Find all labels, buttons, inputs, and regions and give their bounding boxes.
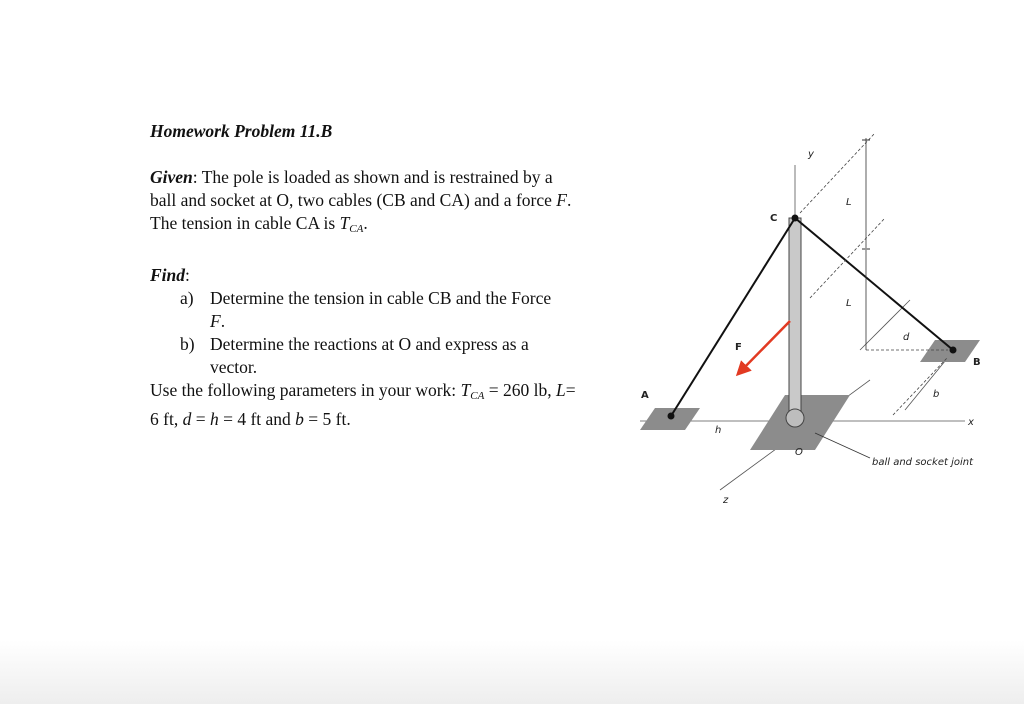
find-label: Find <box>150 265 186 285</box>
label-L-bottom: L <box>846 298 852 309</box>
dash-mid <box>810 218 885 298</box>
params-tension-var: T <box>460 380 471 400</box>
point-C <box>792 215 799 222</box>
label-d: d <box>903 332 910 343</box>
ball-socket-joint <box>786 409 804 427</box>
dash-b <box>893 357 948 415</box>
point-B <box>950 347 957 354</box>
params-b-var: b <box>295 409 304 429</box>
label-A: A <box>641 390 649 401</box>
problem-title: Homework Problem 11.B <box>150 121 333 141</box>
b-guide <box>905 355 950 410</box>
params-text: = 4 ft and <box>218 409 296 429</box>
label-ball-socket: ball and socket joint <box>872 457 974 468</box>
label-O: O <box>795 447 803 458</box>
given-text-2: . The tension in cable CA is <box>150 190 572 233</box>
given-end: . <box>363 213 368 233</box>
given-tension-sub: CA <box>349 223 364 235</box>
label-C: C <box>770 213 778 224</box>
find-item-end: . <box>220 311 226 331</box>
label-L-top: L <box>846 197 852 208</box>
label-F: F <box>735 342 742 353</box>
cable-CA <box>671 218 795 416</box>
label-h: h <box>715 425 722 436</box>
label-x: x <box>968 417 974 428</box>
force-F-arrow <box>738 321 790 374</box>
find-item-marker: a) <box>180 288 194 308</box>
find-item-text: Determine the tension in cable CB and the Force <box>210 288 552 308</box>
params-d-var: d <box>182 409 192 429</box>
cable-CB <box>795 218 953 350</box>
params-text: Use the following parameters in your work: <box>150 380 461 400</box>
label-B: B <box>973 357 981 368</box>
bottom-fade <box>0 640 1024 704</box>
label-b: b <box>933 389 940 400</box>
given-force-var: F <box>556 190 567 210</box>
params-tension-sub: CA <box>470 390 485 402</box>
label-z: z <box>723 495 729 506</box>
params-h-var: h <box>209 409 219 429</box>
params-text: = 5 ft. <box>303 409 351 429</box>
ball-socket-leader <box>815 433 870 458</box>
find-item-marker: b) <box>180 334 195 354</box>
find-colon: : <box>185 265 190 285</box>
find-item-var: F <box>210 311 221 331</box>
params-text: = <box>191 409 210 429</box>
find-item-text: Determine the reactions at O and express as a vector. <box>210 334 529 377</box>
given-label: Given <box>150 167 193 187</box>
params-text: = 6 ft, <box>150 380 576 429</box>
params-text: = 260 lb, <box>484 380 556 400</box>
given-text-1: : The pole is loaded as shown and is restrained by a ball and socket at O, two cables (CB and CA) and a force <box>150 167 557 210</box>
point-A <box>668 413 675 420</box>
pole <box>789 218 801 414</box>
dash-top <box>800 133 875 213</box>
given-tension-var: T <box>339 213 350 233</box>
params-L-var: L <box>555 380 566 400</box>
label-y: y <box>808 149 814 160</box>
